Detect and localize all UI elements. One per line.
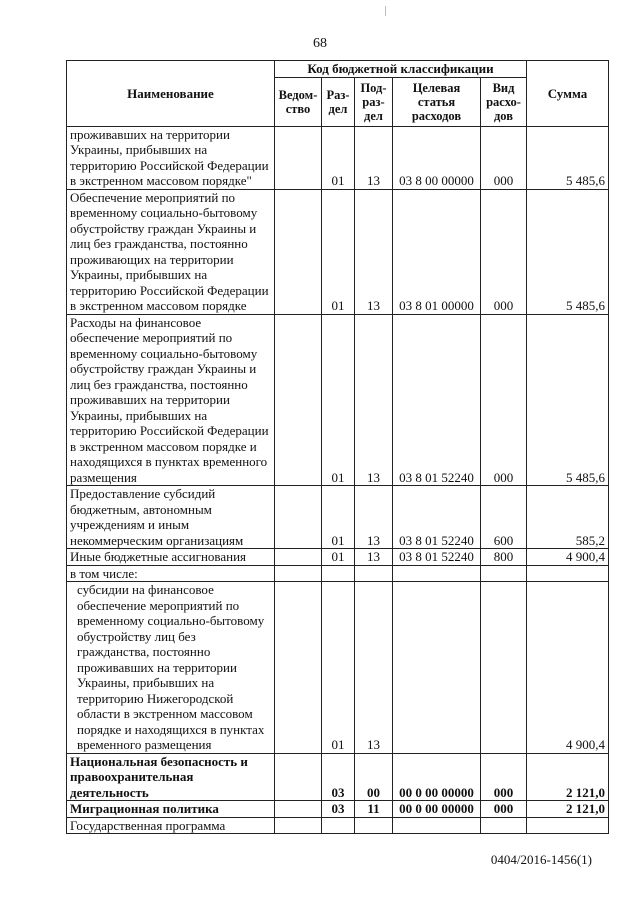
cell-sum <box>527 817 609 834</box>
cell-vedomstvo <box>275 582 322 754</box>
cell-vid <box>481 817 527 834</box>
cell-target: 00 0 00 00000 <box>393 753 481 801</box>
cell-vedomstvo <box>275 801 322 818</box>
table-row <box>67 486 609 549</box>
cell-target: 03 8 01 52240 <box>393 486 481 549</box>
table-row <box>67 314 609 486</box>
cell-razdel: 01 <box>322 126 355 189</box>
cell-razdel: 01 <box>322 549 355 566</box>
cell-podrazdel: 13 <box>355 486 393 549</box>
cell-razdel: 03 <box>322 801 355 818</box>
cell-podrazdel <box>355 565 393 582</box>
cell-target: 03 8 01 00000 <box>393 189 481 314</box>
cell-name: Иные бюджетные ассигнования <box>67 549 275 566</box>
cell-vid: 000 <box>481 753 527 801</box>
cell-target: 00 0 00 00000 <box>393 801 481 818</box>
cell-razdel: 01 <box>322 314 355 486</box>
cell-vid: 000 <box>481 126 527 189</box>
cell-target <box>393 565 481 582</box>
cell-vid: 600 <box>481 486 527 549</box>
cell-name: в том числе: <box>67 565 275 582</box>
cell-name: Предоставление субсидий бюджетным, автономным учреждениям и иным некоммерческим организациям <box>67 486 275 549</box>
cell-vedomstvo <box>275 486 322 549</box>
cell-target: 03 8 01 52240 <box>393 549 481 566</box>
table-body <box>67 126 609 834</box>
table-row <box>67 549 609 566</box>
header-name: Наименование <box>67 61 275 127</box>
cell-vid: 000 <box>481 314 527 486</box>
cell-podrazdel: 00 <box>355 753 393 801</box>
cell-target: 03 8 01 52240 <box>393 314 481 486</box>
header-vedomstvo: Ведом-ство <box>275 77 322 126</box>
cell-name: субсидии на финансовое обеспечение мероприятий по временному социально-бытовому обустройству лиц без гражданства, постоянно проживавших на территории Украины, прибывших на территорию Нижегородской области в экстренном массовом порядке и находящихся в пунктах временного размещения <box>67 582 275 754</box>
footer-document-code: 0404/2016-1456(1) <box>490 852 592 867</box>
cell-vedomstvo <box>275 314 322 486</box>
cell-vedomstvo <box>275 817 322 834</box>
header-target: Целевая статья расходов <box>393 77 481 126</box>
table-row <box>67 565 609 582</box>
cell-target <box>393 582 481 754</box>
cell-name: Миграционная политика <box>67 801 275 818</box>
cell-razdel <box>322 565 355 582</box>
cell-podrazdel <box>355 817 393 834</box>
cell-sum: 4 900,4 <box>527 549 609 566</box>
cell-vedomstvo <box>275 753 322 801</box>
cell-sum: 5 485,6 <box>527 126 609 189</box>
cell-vid: 000 <box>481 189 527 314</box>
cell-name: Национальная безопасность и правоохранительная деятельность <box>67 753 275 801</box>
cell-name: Обеспечение мероприятий по временному социально-бытовому обустройству граждан Украины и лиц без гражданства, постоянно проживающих на территории Украины, прибывших на территорию Российской Федерации в экстренном массовом порядке <box>67 189 275 314</box>
cell-podrazdel: 13 <box>355 126 393 189</box>
cell-name: Государственная программа <box>67 817 275 834</box>
cell-podrazdel: 13 <box>355 189 393 314</box>
budget-table <box>66 60 609 834</box>
header-vid: Вид расхо-дов <box>481 77 527 126</box>
cell-vid: 000 <box>481 801 527 818</box>
cell-sum <box>527 565 609 582</box>
cell-vedomstvo <box>275 189 322 314</box>
cell-sum: 2 121,0 <box>527 753 609 801</box>
table-row <box>67 582 609 754</box>
cell-target: 03 8 00 00000 <box>393 126 481 189</box>
cell-sum: 2 121,0 <box>527 801 609 818</box>
cell-vedomstvo <box>275 565 322 582</box>
header-razdel: Раз-дел <box>322 77 355 126</box>
cell-name: Расходы на финансовое обеспечение мероприятий по временному социально-бытовому обустройству граждан Украины и лиц без гражданства, постоянно проживавших на территории Украины, прибывших на территорию Российской Федерации в экстренном массовом порядке и находящихся в пунктах временного размещения <box>67 314 275 486</box>
cell-vedomstvo <box>275 549 322 566</box>
cell-sum: 4 900,4 <box>527 582 609 754</box>
cell-razdel: 01 <box>322 189 355 314</box>
cell-razdel: 01 <box>322 486 355 549</box>
cell-target <box>393 817 481 834</box>
table-row <box>67 126 609 189</box>
cell-razdel <box>322 817 355 834</box>
cell-sum: 585,2 <box>527 486 609 549</box>
header-sum: Сумма <box>527 61 609 127</box>
cell-vid: 800 <box>481 549 527 566</box>
header-podrazdel: Под-раз-дел <box>355 77 393 126</box>
scan-mark <box>385 6 386 16</box>
cell-razdel: 03 <box>322 753 355 801</box>
cell-vid <box>481 565 527 582</box>
table-row <box>67 801 609 818</box>
cell-podrazdel: 13 <box>355 549 393 566</box>
cell-sum: 5 485,6 <box>527 314 609 486</box>
header-classification-group: Код бюджетной классификации <box>275 61 527 78</box>
cell-podrazdel: 13 <box>355 314 393 486</box>
table-row <box>67 817 609 834</box>
cell-vid <box>481 582 527 754</box>
table-row <box>67 189 609 314</box>
cell-name: проживавших на территории Украины, прибывших на территорию Российской Федерации в экстренном массовом порядке" <box>67 126 275 189</box>
cell-sum: 5 485,6 <box>527 189 609 314</box>
cell-vedomstvo <box>275 126 322 189</box>
page-number: 68 <box>313 36 327 51</box>
table-row <box>67 753 609 801</box>
cell-podrazdel: 13 <box>355 582 393 754</box>
cell-podrazdel: 11 <box>355 801 393 818</box>
cell-razdel: 01 <box>322 582 355 754</box>
